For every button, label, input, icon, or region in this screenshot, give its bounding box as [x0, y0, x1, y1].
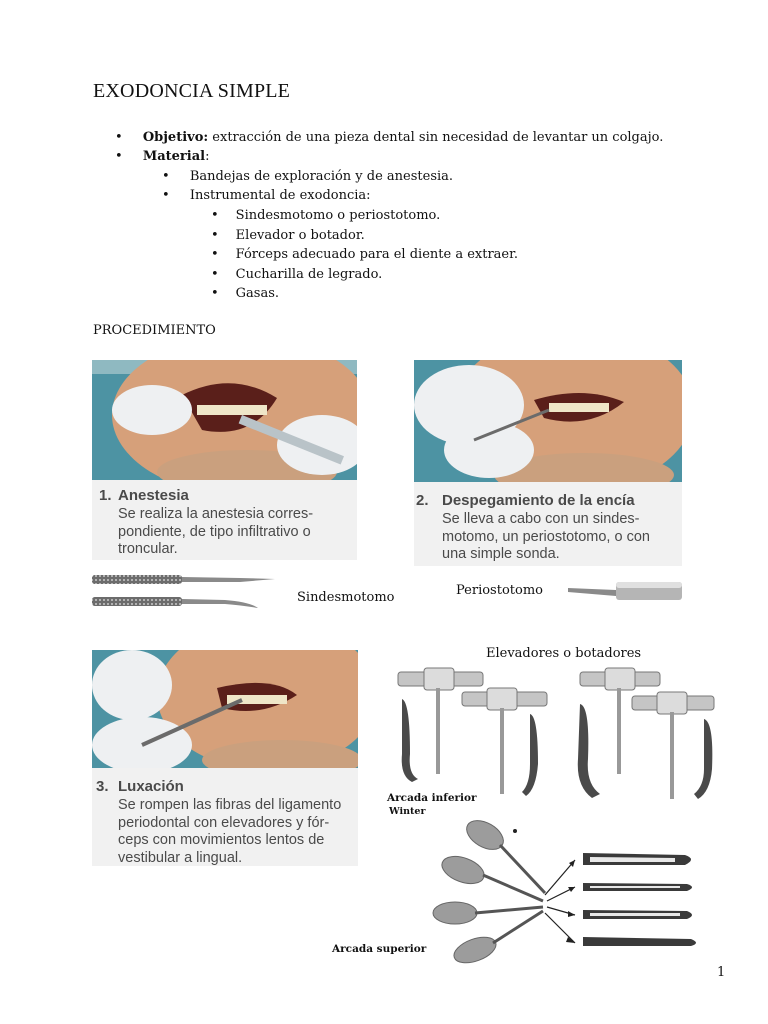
step-1-description: Se realiza la anestesia corres- pondiente, de tipo infiltrativo o troncular. — [118, 506, 314, 557]
anestesia-photo — [92, 360, 357, 480]
step-3-description: Se rompen las fibras del ligamento periodontal con elevadores y fór- ceps con movimientos lentos de vestibular a lingual. — [118, 797, 342, 866]
material-label: Material — [142, 149, 206, 164]
bullet-material — [115, 147, 209, 167]
periostotomo-label: Periostotomo — [456, 583, 543, 598]
material-item: • Bandejas de exploración y de anestesia. — [162, 169, 454, 184]
step-3-number: 3. — [96, 778, 109, 795]
instrumental-item: • Cucharilla de legrado. — [211, 267, 383, 282]
arcada-superior-label: Arcada superior — [332, 943, 427, 955]
bullet-dot-icon: • — [211, 286, 219, 301]
instrumental-item: • Elevador o botador. — [211, 228, 365, 243]
bullet-dot-icon: • — [211, 208, 219, 223]
step-2-number: 2. — [416, 492, 429, 509]
elevadores-instruments — [392, 664, 722, 809]
step-3-figure — [92, 650, 358, 866]
arcada-superior-instruments — [425, 815, 705, 965]
bullet-dot-icon: • — [211, 228, 219, 243]
step-1-title: Anestesia — [118, 487, 189, 504]
bullet-dot-icon: • — [162, 188, 170, 203]
sindesmotomo-label: Sindesmotomo — [297, 590, 395, 605]
winter-label: Winter — [389, 806, 426, 817]
arcada-inferior-label: Arcada inferior — [387, 792, 477, 804]
step-1-number: 1. — [99, 487, 112, 504]
page-title: EXODONCIA SIMPLE — [93, 80, 291, 102]
step-1-figure — [92, 360, 357, 560]
material-item: • Instrumental de exodoncia: — [162, 188, 371, 203]
material-colon: : — [205, 149, 210, 164]
luxacion-photo — [92, 650, 358, 768]
bullet-dot-icon: • — [115, 130, 123, 145]
sindesmotomo-instrument — [90, 570, 280, 615]
instrumental-item: • Gasas. — [211, 286, 280, 301]
bullet-dot-icon: • — [211, 267, 219, 282]
objetivo-label: Objetivo: — [142, 130, 209, 145]
step-2-title: Despegamiento de la encía — [442, 492, 635, 509]
page-number: 1 — [717, 965, 726, 980]
instrumental-item: • Fórceps adecuado para el diente a extraer. — [211, 247, 519, 262]
procedimiento-heading: PROCEDIMIENTO — [93, 323, 216, 338]
elevadores-label: Elevadores o botadores — [486, 646, 642, 661]
step-2-description: Se lleva a cabo con un sindes- motomo, un periostotomo, o con una simple sonda. — [442, 511, 650, 562]
step-3-title: Luxación — [118, 778, 184, 795]
bullet-dot-icon: • — [115, 149, 123, 164]
bullet-dot-icon: • — [211, 247, 219, 262]
step-2-figure — [414, 360, 682, 566]
objetivo-text: extracción de una pieza dental sin necesidad de levantar un colgajo. — [208, 130, 664, 145]
bullet-dot-icon: • — [162, 169, 170, 184]
despegamiento-photo — [414, 360, 682, 482]
instrumental-item: • Sindesmotomo o periostotomo. — [211, 208, 441, 223]
periostotomo-instrument — [566, 578, 686, 606]
bullet-objetivo — [115, 128, 663, 148]
